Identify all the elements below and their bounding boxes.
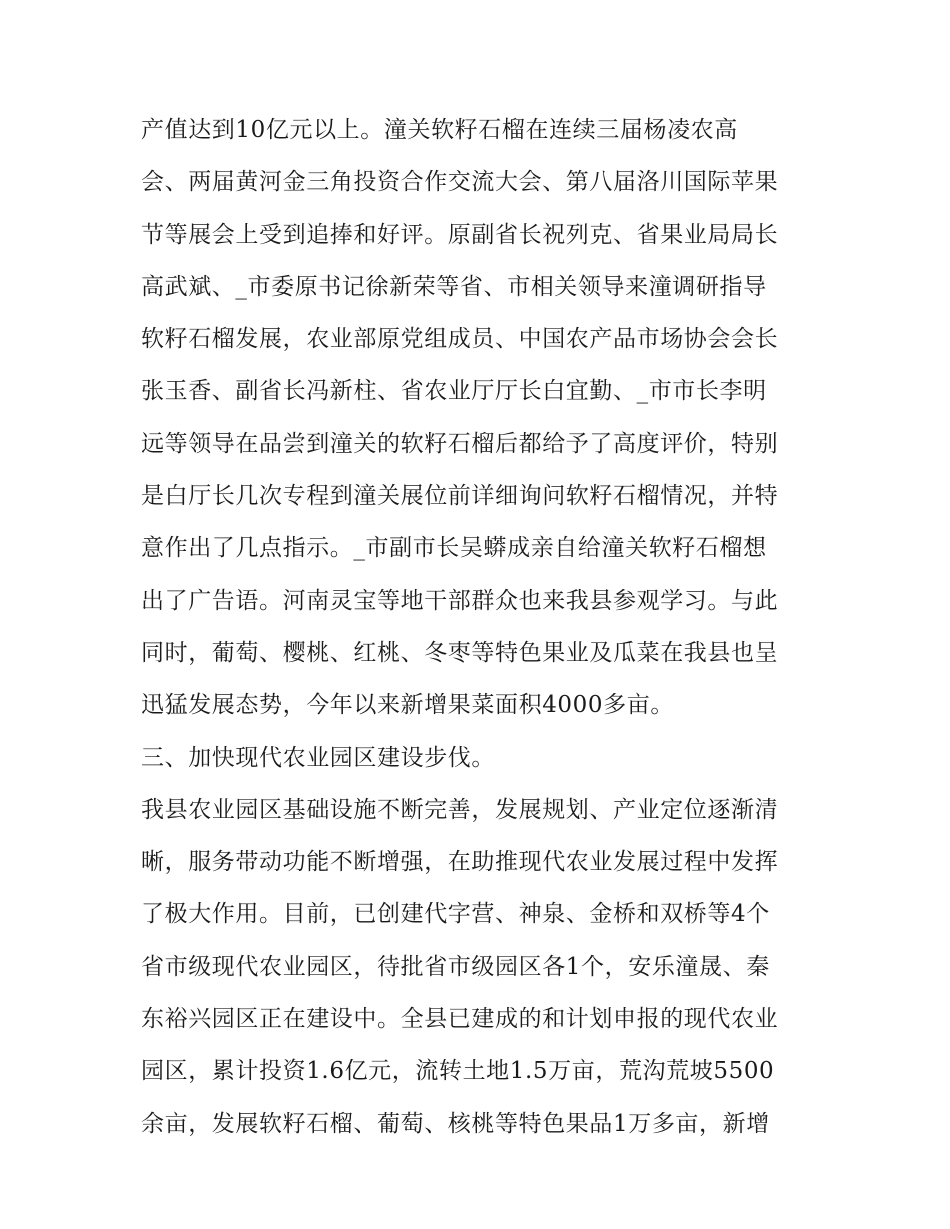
body-text	[141, 108, 821, 1154]
text-line: 省市级现代农业园区，待批省市级园区各1个，安乐潼晟、秦	[141, 953, 770, 980]
text-line: 晰，服务带动功能不断增强，在助推现代农业发展过程中发挥	[141, 849, 779, 876]
text-line: 余亩，发展软籽石榴、葡萄、核桃等特色果品1万多亩，新增	[141, 1110, 770, 1137]
text-line: 同时，葡萄、樱桃、红桃、冬枣等特色果业及瓜菜在我县也呈	[141, 639, 779, 666]
text-line: 软籽石榴发展，农业部原党组成员、中国农产品市场协会会长	[141, 326, 779, 353]
text-line: 了极大作用。目前，已创建代字营、神泉、金桥和双桥等4个	[141, 901, 770, 928]
text-line: 园区，累计投资1.6亿元，流转土地1.5万亩，荒沟荒坡5500	[141, 1058, 775, 1085]
text-line: 高武斌、_市委原书记徐新荣等省、市相关领导来潼调研指导	[141, 273, 767, 300]
text-line: 远等领导在品尝到潼关的软籽石榴后都给予了高度评价，特别	[141, 430, 779, 457]
text-line: 我县农业园区基础设施不断完善，发展规划、产业定位逐渐清	[141, 796, 779, 823]
text-line: 节等展会上受到追捧和好评。原副省长祝列克、省果业局局长	[141, 221, 779, 248]
text-line: 意作出了几点指示。_市副市长吴蟒成亲自给潼关软籽石榴想	[141, 535, 767, 562]
text-line: 张玉香、副省长冯新柱、省农业厅厅长白宜勤、_市市长李明	[141, 378, 767, 405]
text-line: 东裕兴园区正在建设中。全县已建成的和计划申报的现代农业	[141, 1006, 779, 1033]
text-line: 出了广告语。河南灵宝等地干部群众也来我县参观学习。与此	[141, 587, 779, 614]
section-heading: 三、加快现代农业园区建设步伐。	[141, 744, 495, 771]
text-line: 迅猛发展态势，今年以来新增果菜面积4000多亩。	[141, 692, 674, 719]
text-line: 会、两届黄河金三角投资合作交流大会、第八届洛川国际苹果	[141, 169, 779, 196]
text-line: 是白厅长几次专程到潼关展位前详细询问软籽石榴情况，并特	[141, 483, 779, 510]
text-line: 产值达到10亿元以上。潼关软籽石榴在连续三届杨凌农高	[141, 117, 738, 143]
